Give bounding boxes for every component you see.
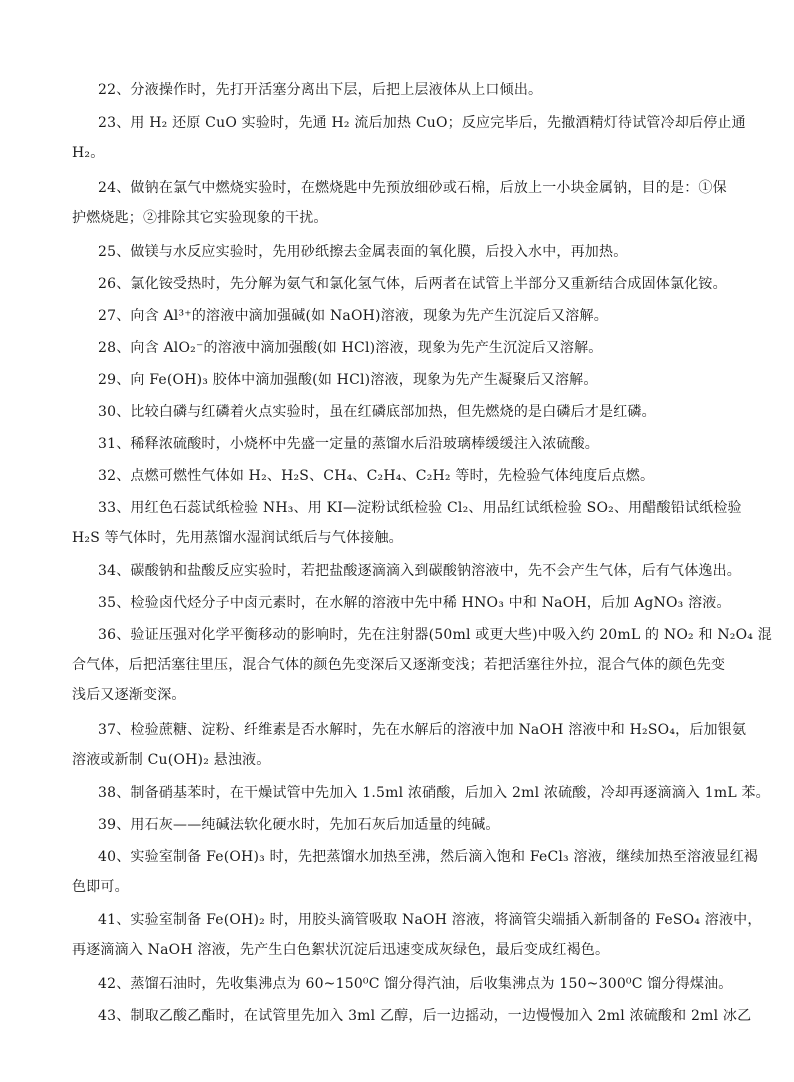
item-text-continued: H₂。 bbox=[72, 145, 105, 161]
item-text: 43、制取乙酸乙酯时，在试管里先加入 3ml 乙醇，后一边摇动，一边慢慢加入 2ml 浓硫酸和 2ml 冰乙 bbox=[98, 1008, 752, 1024]
list-item-23 bbox=[72, 108, 746, 168]
item-text: 36、验证压强对化学平衡移动的影响时，先在注射器(50ml 或更大些)中吸入约 20mL 的 NO₂ 和 N₂O₄ 混 bbox=[98, 627, 772, 643]
item-text-continued: 再逐滴滴入 NaOH 溶液，先产生白色絮状沉淀后迅速变成灰绿色，最后变成红褐色。 bbox=[72, 942, 610, 958]
item-text: 33、用红色石蕊试纸检验 NH₃、用 KI—淀粉试纸检验 Cl₂、用品红试纸检验 SO₂、用醋酸铅试纸检验 bbox=[98, 500, 742, 516]
item-text: 26、氯化铵受热时，先分解为氨气和氯化氢气体，后两者在试管上半部分又重新结合成固体氯化铵。 bbox=[98, 276, 727, 292]
list-item-32 bbox=[98, 461, 736, 491]
item-text: 34、碳酸钠和盐酸反应实验时，若把盐酸逐滴滴入到碳酸钠溶液中，先不会产生气体，后有气体逸出。 bbox=[98, 563, 742, 579]
item-text: 41、实验室制备 Fe(OH)₂ 时，用胶头滴管吸取 NaOH 溶液，将滴管尖端插入新制备的 FeSO₄ 溶液中， bbox=[98, 912, 762, 928]
list-item-37 bbox=[72, 715, 747, 775]
item-text-continued: 护燃烧匙；②排除其它实验现象的干扰。 bbox=[72, 210, 328, 226]
item-text-continued: 色即可。 bbox=[72, 879, 129, 895]
item-text: 42、蒸馏石油时，先收集沸点为 60~150⁰C 馏分得汽油，后收集沸点为 150~300⁰C 馏分得煤油。 bbox=[98, 976, 733, 992]
list-item-33 bbox=[72, 493, 742, 553]
list-item-38 bbox=[98, 778, 770, 808]
item-text: 28、向含 AlO₂⁻的溶液中滴加强酸(如 HCl)溶液，现象为先产生沉淀后又溶解。 bbox=[98, 340, 603, 356]
item-text-continued: 浅后又逐渐变深。 bbox=[72, 687, 186, 703]
item-text: 29、向 Fe(OH)₃ 胶体中滴加强酸(如 HCl)溶液，现象为先产生凝聚后又溶解。 bbox=[98, 372, 598, 388]
list-item-24 bbox=[72, 173, 736, 233]
item-text: 27、向含 Al³⁺的溶液中滴加强碱(如 NaOH)溶液，现象为先产生沉淀后又溶解。 bbox=[98, 308, 608, 324]
item-text: 30、比较白磷与红磷着火点实验时，虽在红磷底部加热，但先燃烧的是白磷后才是红磷。 bbox=[98, 404, 656, 420]
item-text-continued: 合气体，后把活塞往里压，混合气体的颜色先变深后又逐渐变浅；若把活塞往外拉，混合气体的颜色先变 bbox=[72, 657, 726, 673]
list-item-30 bbox=[98, 397, 736, 427]
item-text: 24、做钠在氯气中燃烧实验时，在燃烧匙中先预放细砂或石棉，后放上一小块金属钠，目的是：①保 bbox=[98, 180, 727, 196]
item-text: 23、用 H₂ 还原 CuO 实验时，先通 H₂ 流后加热 CuO；反应完毕后，先撤酒精灯待试管冷却后停止通 bbox=[98, 115, 746, 131]
list-item-26 bbox=[98, 269, 736, 299]
list-item-31 bbox=[98, 429, 736, 459]
list-item-34 bbox=[98, 556, 742, 586]
item-text: 37、检验蔗糖、淀粉、纤维素是否水解时，先在水解后的溶液中加 NaOH 溶液中和 H₂SO₄，后加银氨 bbox=[98, 722, 747, 738]
item-text-continued: 溶液或新制 Cu(OH)₂ 悬浊液。 bbox=[72, 752, 271, 768]
list-item-41 bbox=[72, 905, 762, 965]
item-text: 25、做镁与水反应实验时，先用砂纸擦去金属表面的氧化膜，后投入水中，再加热。 bbox=[98, 244, 628, 260]
list-item-22 bbox=[98, 75, 736, 105]
item-text: 40、实验室制备 Fe(OH)₃ 时，先把蒸馏水加热至沸，然后滴入饱和 FeCl₃ 溶液，继续加热至溶液显红褐 bbox=[98, 849, 759, 865]
item-text: 39、用石灰——纯碱法软化硬水时，先加石灰后加适量的纯碱。 bbox=[98, 817, 500, 833]
list-item-36 bbox=[72, 620, 772, 710]
item-text: 32、点燃可燃性气体如 H₂、H₂S、CH₄、C₂H₄、C₂H₂ 等时，先检验气体纯度后点燃。 bbox=[98, 468, 655, 484]
item-text: 38、制备硝基苯时，在干燥试管中先加入 1.5ml 浓硝酸，后加入 2ml 浓硫酸，冷却再逐滴滴入 1mL 苯。 bbox=[98, 785, 770, 801]
item-text-continued: H₂S 等气体时，先用蒸馏水湿润试纸后与气体接触。 bbox=[72, 530, 403, 546]
item-text: 35、检验卤代烃分子中卤元素时，在水解的溶液中先中稀 HNO₃ 中和 NaOH，后加 AgNO₃ 溶液。 bbox=[98, 595, 731, 611]
item-text: 22、分液操作时，先打开活塞分离出下层，后把上层液体从上口倾出。 bbox=[98, 82, 543, 98]
item-text: 31、稀释浓硫酸时，小烧杯中先盛一定量的蒸馏水后沿玻璃棒缓缓注入浓硫酸。 bbox=[98, 436, 600, 452]
list-item-40 bbox=[72, 842, 759, 902]
list-item-35 bbox=[98, 588, 736, 618]
list-item-29 bbox=[98, 365, 736, 395]
list-item-25 bbox=[98, 237, 736, 267]
list-item-43 bbox=[98, 1001, 752, 1031]
list-item-42 bbox=[98, 969, 736, 999]
list-item-28 bbox=[98, 333, 736, 363]
list-item-27 bbox=[98, 301, 736, 331]
list-item-39 bbox=[98, 810, 736, 840]
